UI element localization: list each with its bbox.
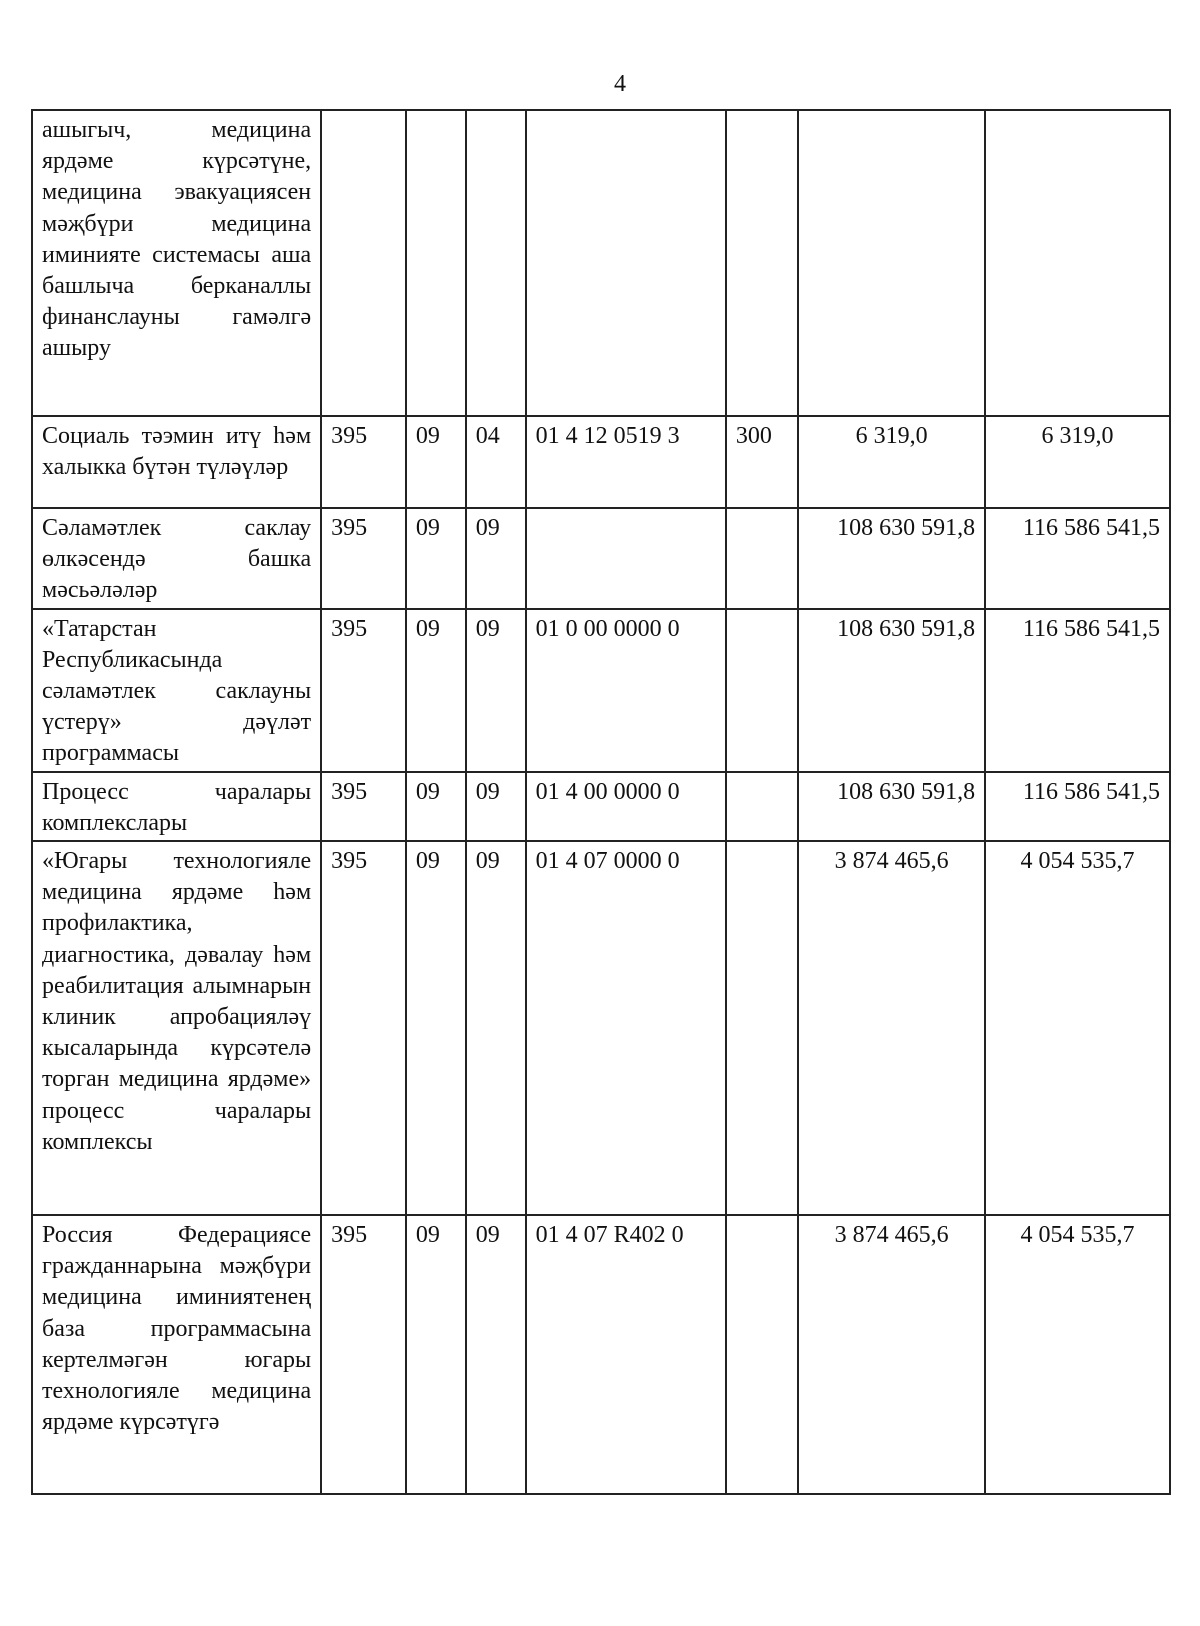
amount-year-1-cell: 6 319,0 bbox=[798, 416, 985, 508]
amount-year-2-cell: 116 586 541,5 bbox=[985, 508, 1170, 609]
subsection-code-cell bbox=[466, 110, 526, 416]
row-name-cell: ашыгыч, медицина ярдәме күрсәтүне, медицина эвакуациясен мәҗбүри медицина иминияте системасы аша башлыча берканаллы финанслауны гамәлгә ашыру bbox=[32, 110, 321, 416]
target-article-cell: 01 4 07 R402 0 bbox=[526, 1215, 726, 1494]
subsection-code-cell: 09 bbox=[466, 772, 526, 841]
expense-type-cell: 300 bbox=[726, 416, 798, 508]
target-article-cell bbox=[526, 110, 726, 416]
subsection-code-cell: 09 bbox=[466, 841, 526, 1215]
row-name-cell: Социаль тәэмин итү һәм халыкка бүтән түләүләр bbox=[32, 416, 321, 508]
row-name-cell: Сәламәтлек саклау өлкәсендә башка мәсьәләләр bbox=[32, 508, 321, 609]
budget-table bbox=[31, 109, 1171, 1495]
target-article-cell: 01 0 00 0000 0 bbox=[526, 609, 726, 772]
section-code-cell: 09 bbox=[406, 508, 466, 609]
amount-year-1-cell bbox=[798, 110, 985, 416]
amount-year-2-cell: 4 054 535,7 bbox=[985, 1215, 1170, 1494]
row-name-cell: Россия Федерациясе гражданнарына мәҗбүри медицина иминиятенең база программасына кертелмәгән югары технологияле медицина ярдәме күрсәтүгә bbox=[32, 1215, 321, 1494]
table-row bbox=[32, 508, 1170, 609]
target-article-cell: 01 4 07 0000 0 bbox=[526, 841, 726, 1215]
table-row bbox=[32, 841, 1170, 1215]
amount-year-2-cell bbox=[985, 110, 1170, 416]
row-name-cell: «Татарстан Республикасында сәламәтлек саклауны үстерү» дәүләт программасы bbox=[32, 609, 321, 772]
table-row bbox=[32, 609, 1170, 772]
amount-year-2-cell: 6 319,0 bbox=[985, 416, 1170, 508]
target-article-cell: 01 4 00 0000 0 bbox=[526, 772, 726, 841]
section-code-cell: 09 bbox=[406, 1215, 466, 1494]
table-row bbox=[32, 1215, 1170, 1494]
amount-year-2-cell: 4 054 535,7 bbox=[985, 841, 1170, 1215]
amount-year-2-cell: 116 586 541,5 bbox=[985, 609, 1170, 772]
section-code-cell: 09 bbox=[406, 416, 466, 508]
ministry-code-cell: 395 bbox=[321, 1215, 406, 1494]
amount-year-1-cell: 3 874 465,6 bbox=[798, 841, 985, 1215]
expense-type-cell bbox=[726, 110, 798, 416]
page-number: 4 bbox=[614, 71, 626, 97]
target-article-cell: 01 4 12 0519 3 bbox=[526, 416, 726, 508]
expense-type-cell bbox=[726, 772, 798, 841]
amount-year-1-cell: 108 630 591,8 bbox=[798, 609, 985, 772]
ministry-code-cell: 395 bbox=[321, 416, 406, 508]
section-code-cell bbox=[406, 110, 466, 416]
amount-year-1-cell: 3 874 465,6 bbox=[798, 1215, 985, 1494]
expense-type-cell bbox=[726, 841, 798, 1215]
ministry-code-cell: 395 bbox=[321, 772, 406, 841]
subsection-code-cell: 04 bbox=[466, 416, 526, 508]
subsection-code-cell: 09 bbox=[466, 609, 526, 772]
amount-year-2-cell: 116 586 541,5 bbox=[985, 772, 1170, 841]
amount-year-1-cell: 108 630 591,8 bbox=[798, 508, 985, 609]
target-article-cell bbox=[526, 508, 726, 609]
ministry-code-cell: 395 bbox=[321, 609, 406, 772]
ministry-code-cell: 395 bbox=[321, 841, 406, 1215]
amount-year-1-cell: 108 630 591,8 bbox=[798, 772, 985, 841]
table-row bbox=[32, 416, 1170, 508]
table-row bbox=[32, 772, 1170, 841]
subsection-code-cell: 09 bbox=[466, 1215, 526, 1494]
subsection-code-cell: 09 bbox=[466, 508, 526, 609]
ministry-code-cell: 395 bbox=[321, 508, 406, 609]
expense-type-cell bbox=[726, 609, 798, 772]
expense-type-cell bbox=[726, 1215, 798, 1494]
section-code-cell: 09 bbox=[406, 841, 466, 1215]
section-code-cell: 09 bbox=[406, 609, 466, 772]
row-name-cell: Процесс чаралары комплекслары bbox=[32, 772, 321, 841]
expense-type-cell bbox=[726, 508, 798, 609]
table-row bbox=[32, 110, 1170, 416]
row-name-cell: «Югары технологияле медицина ярдәме һәм профилактика, диагностика, дәвалау һәм реабилитация алымнарын клиник апробацияләү кысаларында күрсәтелә торган медицина ярдәме» процесс чаралары комплексы bbox=[32, 841, 321, 1215]
ministry-code-cell bbox=[321, 110, 406, 416]
section-code-cell: 09 bbox=[406, 772, 466, 841]
